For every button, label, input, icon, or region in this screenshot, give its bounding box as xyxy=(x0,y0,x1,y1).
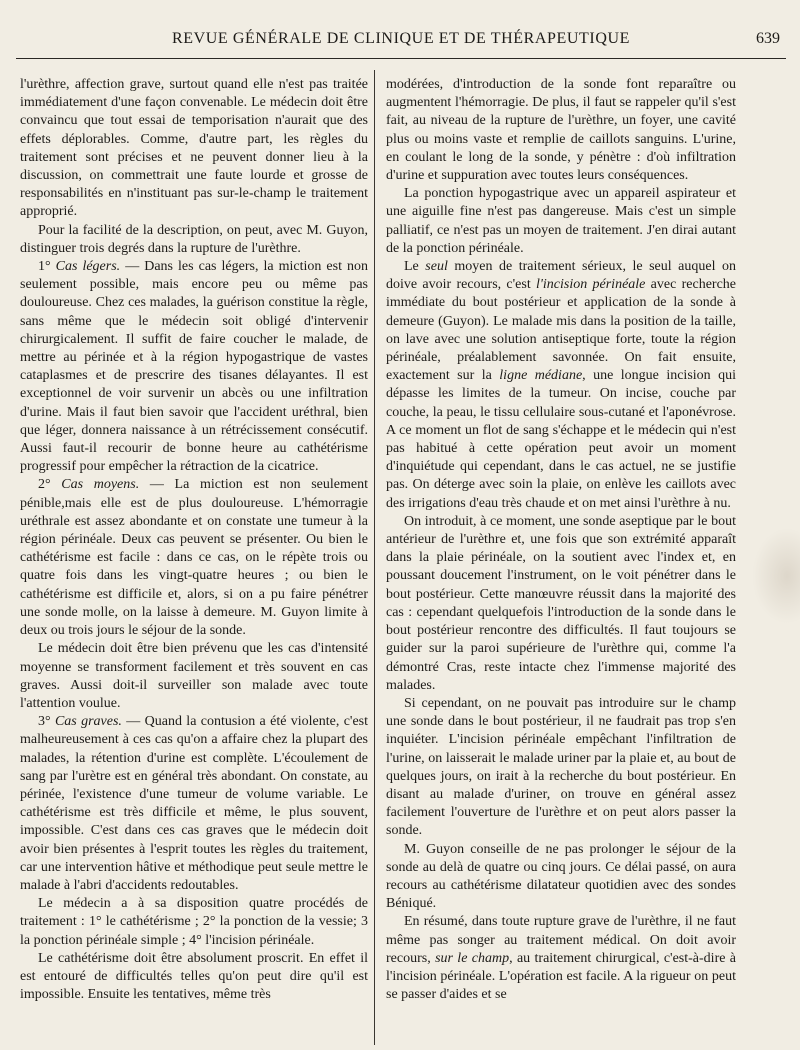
paragraph: Pour la facilité de la description, on peut, avec M. Guyon, distinguer trois degrés dans la rupture de l'urèthre. xyxy=(20,222,368,256)
paragraph: modérées, d'introduction de la sonde font reparaître ou augmentent l'hémorragie. De plus, il faut se rappeler qu'il s'est fait, au niveau de la rupture de l'urèthre, un foyer, une cavité plus ou moins vaste et remplie de caillots sanguins. L'urine, en coulant le long de la sonde, y pénètre : d'où infiltration d'urine et suppuration avec toutes leurs conséquences. xyxy=(386,77,736,184)
left-column xyxy=(20,76,368,1004)
section-title: Cas moyens. xyxy=(61,477,140,493)
paragraph: La ponction hypogastrique avec un appareil aspirateur et une aiguille fine n'est pas dangereuse. Mais c'est un simple palliatif, ce n'est pas un moyen de traitement. J'en dirai autant de la ponction périnéale. xyxy=(386,186,736,256)
section-number: 3° xyxy=(38,714,51,730)
emphasis: l'incision périnéale xyxy=(536,277,646,293)
text-run: , au traitement chirurgical, c'est-à-dire à l'incision périnéale. L'opération est facile. A la rigueur on peut se passer d'aides et se xyxy=(386,950,737,1003)
paragraph: Si cependant, on ne pouvait pas introduire sur le champ une sonde dans le bout postérieur, il ne faudrait pas trop s'en inquiéter. L'incision périnéale empêchant l'infiltration de l'urine, on laisserait le malade uriner par la plaie et, au bout de quelques jours, on irait à la recherche du bout postérieur. En disant au malade d'uriner, on trouve en général assez facilement l'ouverture de l'urèthre et on peut alors passer la sonde. xyxy=(386,695,736,839)
paragraph: M. Guyon conseille de ne pas prolonger le séjour de la sonde au delà de quatre ou cinq jours. Ce délai passé, on aura recours au cathétérisme dilatateur quotidien avec des sondes Béniqué. xyxy=(386,841,736,912)
paragraph-text: — Quand la contusion a été violente, c'est malheureusement à ces cas qu'on a affaire chez la plupart des malades, la rétention d'urine est complète. L'écoulement de sang par l'urètre est en général très abondant. On constate, au périnée, l'existence d'une tumeur de volume variable. Le cathétérisme est très difficile et même, le plus souvent, impossible. C'est dans ces cas graves que le médecin doit avoir bien présentes à l'esprit toutes les règles du traitement, car une intervention hâtive et méthodique peut seule mettre le malade à l'abri d'accidents redoutables. xyxy=(20,714,368,893)
emphasis: sur le champ xyxy=(435,950,510,966)
paragraph-text: — La miction est non seulement pénible,mais elle est de plus douloureuse. L'hémorragie uréthrale est assez abondante et on constate une tumeur à la région périnéale. Deux cas peuvent se présenter. Ou bien le cathétérisme est facile : dans ce cas, on le répète trois ou quatre fois dans les vingt-quatre heures ; ou bien le cathétérisme est difficile et, alors, si on a pu faire pénétrer une sonde molle, on la laisse à demeure. M. Guyon limite à deux ou trois jours le séjour de la sonde. xyxy=(20,477,368,639)
section-number: 2° xyxy=(38,477,51,493)
column-divider xyxy=(374,70,375,1045)
section-title: Cas légers. xyxy=(55,259,121,275)
text-run: moyen de traitement sérieux, le seul auquel on doive avoir recours, c'est xyxy=(386,259,736,293)
running-header xyxy=(16,28,786,54)
paragraph: On introduit, à ce moment, une sonde aseptique par le bout antérieur de l'urèthre et, une fois que son extrémité apparaît dans la plaie périnéale, on la soutient avec l'index et, en poussant doucement l'instrument, on le voit pénétrer dans le bout postérieur. Cette manœuvre réussit dans la majorité des cas : cependant quelquefois l'introduction de la sonde dans le bout postérieur rencontre des difficultés. Il faut toujours se guider sur la paroi supérieure de l'urèthre qui, comme l'a démontré Cras, reste intacte chez l'immense majorité des malades. xyxy=(386,513,736,693)
text-run: avec recherche immédiate du bout postérieur et application de la sonde à demeure (Guyon). Le malade mis dans la position de la taille, on lave avec une solution antiseptique forte, toute la région périnéale, préalablement savonnée. On fait ensuite, exactement sur la xyxy=(386,277,736,384)
paragraph: Le cathétérisme doit être absolument proscrit. En effet il est entouré de difficultés telles qu'on peut dire qu'il est impossible. Ensuite les tentatives, même très xyxy=(20,950,368,1003)
paragraph-cas-moyens xyxy=(20,476,368,640)
paragraph-cas-legers xyxy=(20,258,368,476)
emphasis: ligne médiane xyxy=(499,368,583,384)
section-number: 1° xyxy=(38,259,51,275)
paragraph: Le médecin a à sa disposition quatre procédés de traitement : 1° le cathétérisme ; 2° la ponction de la vessie; 3 la ponction périnéale simple ; 4° l'incision périnéale. xyxy=(20,896,368,948)
text-run: Le xyxy=(404,259,426,275)
journal-title: REVUE GÉNÉRALE DE CLINIQUE ET DE THÉRAPEUTIQUE xyxy=(171,30,631,47)
paragraph-resume xyxy=(386,913,736,1004)
paragraph-cas-graves xyxy=(20,713,368,895)
paragraph: l'urèthre, affection grave, surtout quand elle n'est pas traitée immédiatement d'une façon convenable. Le médecin doit être convaincu que tout essai de temporisation n'aurait que des effets déplorables. Comme, d'autre part, les règles du traitement sont précises et ne peuvent donner lieu à la discussion, on commettrait une faute lourde et grosse de responsabilités en n'instituant pas sur-le-champ le traitement approprié. xyxy=(20,77,368,220)
text-run: , une longue incision qui dépasse les limites de la tumeur. On incise, couche par couche, la peau, le tissu cellulaire sous-cutané et l'aponévrose. A ce moment un flot de sang s'échappe et le médecin qui n'est pas habitué à cette opération peut avoir un moment d'inquiétude qui cependant, dans le cas actuel, ne se justifie pas. On déterge avec soin la plaie, on enlève les caillots avec des irrigations d'eau très chaude et on met ainsi l'urèthre à nu. xyxy=(386,368,736,511)
section-title: Cas graves. xyxy=(54,714,122,730)
text-run: En résumé, dans toute rupture grave de l'urèthre, il ne faut même pas songer au traitement médical. On doit avoir recours, xyxy=(386,914,736,966)
paragraph: Le médecin doit être bien prévenu que les cas d'intensité moyenne se transforment facilement et très souvent en cas graves. Aussi doit-il surveiller son malade avec toute l'attention voulue. xyxy=(20,641,368,711)
emphasis: seul xyxy=(425,259,448,275)
library-stamp xyxy=(752,528,800,624)
header-rule xyxy=(16,58,786,59)
paragraph-incision xyxy=(386,258,736,513)
page-number: 639 xyxy=(756,30,780,47)
paragraph-text: — Dans les cas légers, la miction est non seulement possible, mais encore peu ou même pas douloureuse. Chez ces malades, la guérison constitue la règle, sans même que le médecin soit obligé d'intervenir chirurgicalement. Il suffit de faire coucher le malade, de mettre au périnée et à la région hypogastrique de vastes cataplasmes et de prescrire des tisanes délayantes. Il est exceptionnel de voir survenir un abcès ou une infiltration d'urine. Mais il faut bien savoir que l'accident uréthral, bien que léger, donnera naissance à un rétrécissement consécutif. Aussi faut-il recourir de bonne heure au cathétérisme progressif pour empêcher la rétraction de la cicatrice. xyxy=(20,259,368,475)
right-column xyxy=(386,76,736,1004)
